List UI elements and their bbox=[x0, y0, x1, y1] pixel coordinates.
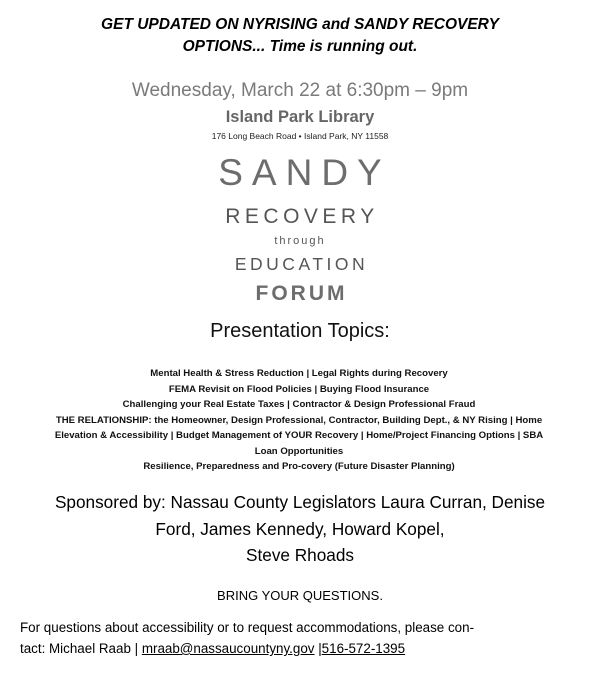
topic-line: THE RELATIONSHIP: the Homeowner, Design Professional, Contractor, Building Dept., & NY Rising | Home bbox=[55, 414, 543, 426]
sponsors-line-2: Ford, James Kennedy, Howard Kopel, bbox=[155, 518, 445, 539]
title-through: through bbox=[274, 235, 326, 247]
headline-line-1: GET UPDATED ON NYRISING and SANDY RECOVERY bbox=[101, 16, 499, 33]
title-recovery: RECOVERY bbox=[225, 205, 379, 228]
topics-heading: Presentation Topics: bbox=[210, 320, 390, 342]
topic-line: Loan Opportunities bbox=[254, 445, 344, 457]
contact-prefix: tact: Michael Raab | bbox=[20, 641, 142, 656]
contact-line-2 bbox=[20, 638, 585, 659]
email-link[interactable]: mraab@nassaucountyny.gov bbox=[141, 641, 315, 656]
topic-line: Resilience, Preparedness and Pro-covery (Future Disaster Planning) bbox=[143, 461, 455, 472]
phone-link[interactable]: 516-572-1395 bbox=[321, 641, 406, 656]
contact-separator: | bbox=[314, 641, 322, 656]
sponsors-block bbox=[0, 489, 600, 569]
event-address: 176 Long Beach Road • Island Park, NY 11558 bbox=[211, 131, 389, 141]
title-education: EDUCATION bbox=[234, 254, 369, 274]
title-forum: FORUM bbox=[255, 282, 348, 305]
contact-block bbox=[20, 617, 585, 659]
topics-list bbox=[16, 366, 582, 475]
topic-line: Challenging your Real Estate Taxes | Contractor & Design Professional Fraud bbox=[122, 399, 476, 410]
topic-line: Mental Health & Stress Reduction | Legal Rights during Recovery bbox=[150, 368, 448, 379]
contact-line-1: For questions about accessibility or to request accommodations, please con- bbox=[20, 620, 475, 635]
sponsors-line-1: Sponsored by: Nassau County Legislators Laura Curran, Denise bbox=[54, 492, 546, 512]
event-venue: Island Park Library bbox=[225, 108, 375, 126]
topic-line: FEMA Revisit on Flood Policies | Buying Flood Insurance bbox=[168, 383, 430, 395]
bring-questions: BRING YOUR QUESTIONS. bbox=[217, 588, 383, 603]
title-sandy: SANDY bbox=[218, 152, 391, 193]
headline-line-2: OPTIONS... Time is running out. bbox=[182, 38, 418, 55]
event-datetime: Wednesday, March 22 at 6:30pm – 9pm bbox=[131, 80, 469, 101]
topic-line: Elevation & Accessibility | Budget Management of YOUR Recovery | Home/Project Financing Options | SBA bbox=[54, 430, 544, 441]
sponsors-line-3: Steve Rhoads bbox=[246, 545, 354, 565]
